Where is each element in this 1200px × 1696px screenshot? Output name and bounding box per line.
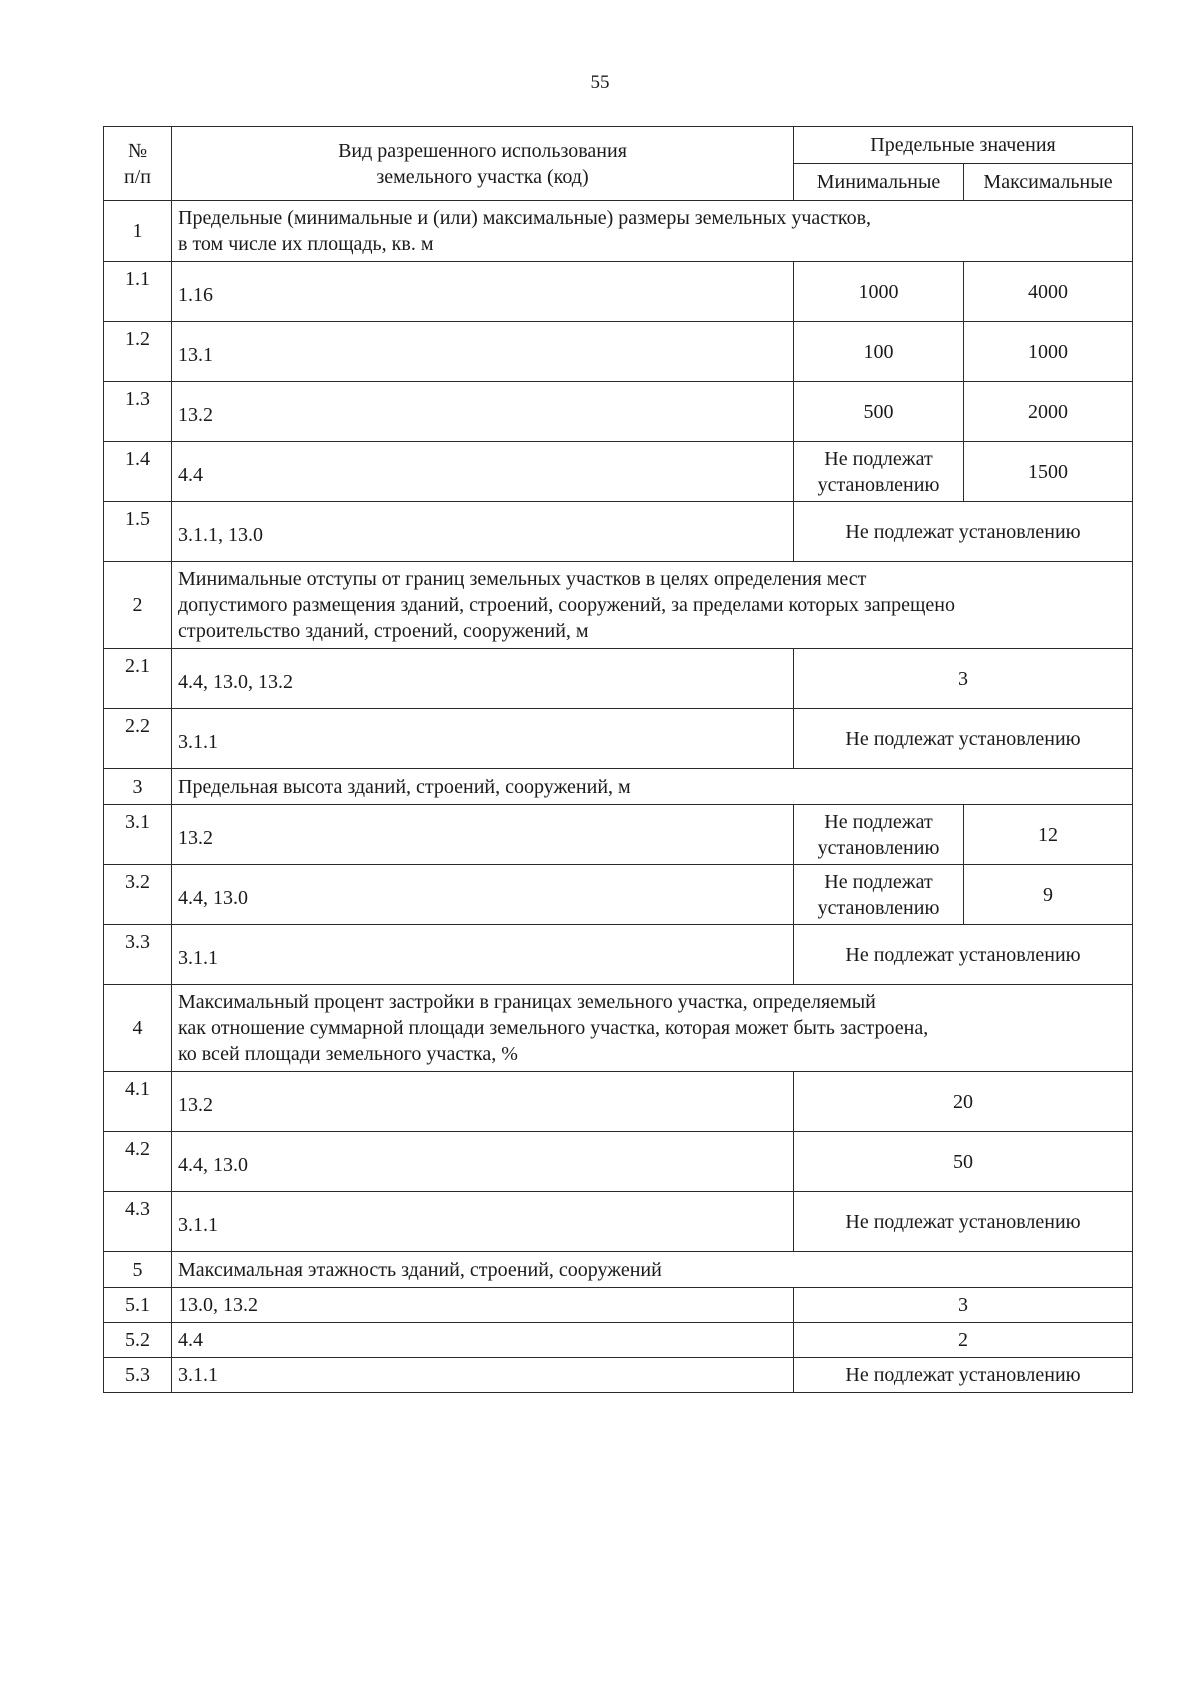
table-row bbox=[104, 1072, 1133, 1132]
header-min: Минимальные bbox=[794, 164, 964, 201]
row-number: 2.1 bbox=[104, 649, 172, 709]
use-code: 4.4 bbox=[172, 442, 794, 502]
row-number: 1.3 bbox=[104, 382, 172, 442]
use-code: 1.16 bbox=[172, 262, 794, 322]
section-number: 1 bbox=[104, 201, 172, 262]
max-value: 4000 bbox=[964, 262, 1133, 322]
section-row bbox=[104, 201, 1133, 262]
max-value: 12 bbox=[964, 805, 1133, 865]
section-title: Предельная высота зданий, строений, сооружений, м bbox=[172, 769, 1133, 805]
use-code: 3.1.1, 13.0 bbox=[172, 502, 794, 562]
use-code: 3.1.1 bbox=[172, 709, 794, 769]
row-number: 1.4 bbox=[104, 442, 172, 502]
row-number: 3.1 bbox=[104, 805, 172, 865]
header-row bbox=[104, 127, 1133, 164]
use-code: 3.1.1 bbox=[172, 925, 794, 985]
min-value: Не подлежат установлению bbox=[794, 805, 964, 865]
use-code: 13.1 bbox=[172, 322, 794, 382]
table-row bbox=[104, 709, 1133, 769]
table-row bbox=[104, 649, 1133, 709]
row-number: 4.2 bbox=[104, 1132, 172, 1192]
min-value: Не подлежат установлению bbox=[794, 865, 964, 925]
limit-value: 20 bbox=[794, 1072, 1133, 1132]
row-number: 3.2 bbox=[104, 865, 172, 925]
min-value: 100 bbox=[794, 322, 964, 382]
use-code: 13.2 bbox=[172, 805, 794, 865]
max-value: 1500 bbox=[964, 442, 1133, 502]
header-max: Максимальные bbox=[964, 164, 1133, 201]
use-code: 13.2 bbox=[172, 382, 794, 442]
row-number: 3.3 bbox=[104, 925, 172, 985]
table-row bbox=[104, 502, 1133, 562]
limit-value: Не подлежат установлению bbox=[794, 1358, 1133, 1393]
table-row bbox=[104, 1132, 1133, 1192]
row-number: 5.1 bbox=[104, 1288, 172, 1323]
limit-value: Не подлежат установлению bbox=[794, 1192, 1133, 1252]
section-number: 4 bbox=[104, 985, 172, 1072]
section-title: Максимальная этажность зданий, строений, сооружений bbox=[172, 1252, 1133, 1288]
section-title: Максимальный процент застройки в границах земельного участка, определяемый как отношение суммарной площади земельного участка, которая может быть застроена, ко всей площади земельного участка, % bbox=[172, 985, 1133, 1072]
section-title: Предельные (минимальные и (или) максимальные) размеры земельных участков, в том числе их площадь, кв. м bbox=[172, 201, 1133, 262]
row-number: 1.2 bbox=[104, 322, 172, 382]
row-number: 1.1 bbox=[104, 262, 172, 322]
use-code: 4.4, 13.0 bbox=[172, 865, 794, 925]
limit-value: Не подлежат установлению bbox=[794, 925, 1133, 985]
table-row bbox=[104, 262, 1133, 322]
limit-value: 3 bbox=[794, 1288, 1133, 1323]
table-row bbox=[104, 1288, 1133, 1323]
max-value: 9 bbox=[964, 865, 1133, 925]
table-row bbox=[104, 442, 1133, 502]
land-use-limits-table bbox=[103, 126, 1133, 1393]
section-row bbox=[104, 562, 1133, 649]
section-number: 5 bbox=[104, 1252, 172, 1288]
max-value: 1000 bbox=[964, 322, 1133, 382]
table-row bbox=[104, 805, 1133, 865]
section-number: 2 bbox=[104, 562, 172, 649]
use-code: 4.4, 13.0 bbox=[172, 1132, 794, 1192]
row-number: 2.2 bbox=[104, 709, 172, 769]
min-value: 500 bbox=[794, 382, 964, 442]
use-code: 4.4 bbox=[172, 1323, 794, 1358]
max-value: 2000 bbox=[964, 382, 1133, 442]
min-value: 1000 bbox=[794, 262, 964, 322]
header-type: Вид разрешенного использования земельного участка (код) bbox=[172, 127, 794, 201]
table-row bbox=[104, 865, 1133, 925]
row-number: 5.2 bbox=[104, 1323, 172, 1358]
use-code: 4.4, 13.0, 13.2 bbox=[172, 649, 794, 709]
limit-value: 3 bbox=[794, 649, 1133, 709]
section-row bbox=[104, 769, 1133, 805]
use-code: 13.2 bbox=[172, 1072, 794, 1132]
table-row bbox=[104, 1323, 1133, 1358]
use-code: 13.0, 13.2 bbox=[172, 1288, 794, 1323]
section-row bbox=[104, 985, 1133, 1072]
section-title: Минимальные отступы от границ земельных участков в целях определения мест допустимого размещения зданий, строений, сооружений, за пределами которых запрещено строительство зданий, строений, сооружений, м bbox=[172, 562, 1133, 649]
use-code: 3.1.1 bbox=[172, 1192, 794, 1252]
table-row bbox=[104, 925, 1133, 985]
row-number: 1.5 bbox=[104, 502, 172, 562]
row-number: 4.1 bbox=[104, 1072, 172, 1132]
limit-value: 50 bbox=[794, 1132, 1133, 1192]
row-number: 5.3 bbox=[104, 1358, 172, 1393]
section-row bbox=[104, 1252, 1133, 1288]
table-row bbox=[104, 382, 1133, 442]
section-number: 3 bbox=[104, 769, 172, 805]
row-number: 4.3 bbox=[104, 1192, 172, 1252]
table-row bbox=[104, 322, 1133, 382]
page-number: 55 bbox=[590, 72, 610, 93]
limit-value: Не подлежат установлению bbox=[794, 709, 1133, 769]
table-row bbox=[104, 1192, 1133, 1252]
limit-value: 2 bbox=[794, 1323, 1133, 1358]
header-limits: Предельные значения bbox=[794, 127, 1133, 164]
limit-value: Не подлежат установлению bbox=[794, 502, 1133, 562]
header-num: № п/п bbox=[104, 127, 172, 201]
table-body bbox=[104, 201, 1133, 1393]
table-row bbox=[104, 1358, 1133, 1393]
use-code: 3.1.1 bbox=[172, 1358, 794, 1393]
min-value: Не подлежат установлению bbox=[794, 442, 964, 502]
